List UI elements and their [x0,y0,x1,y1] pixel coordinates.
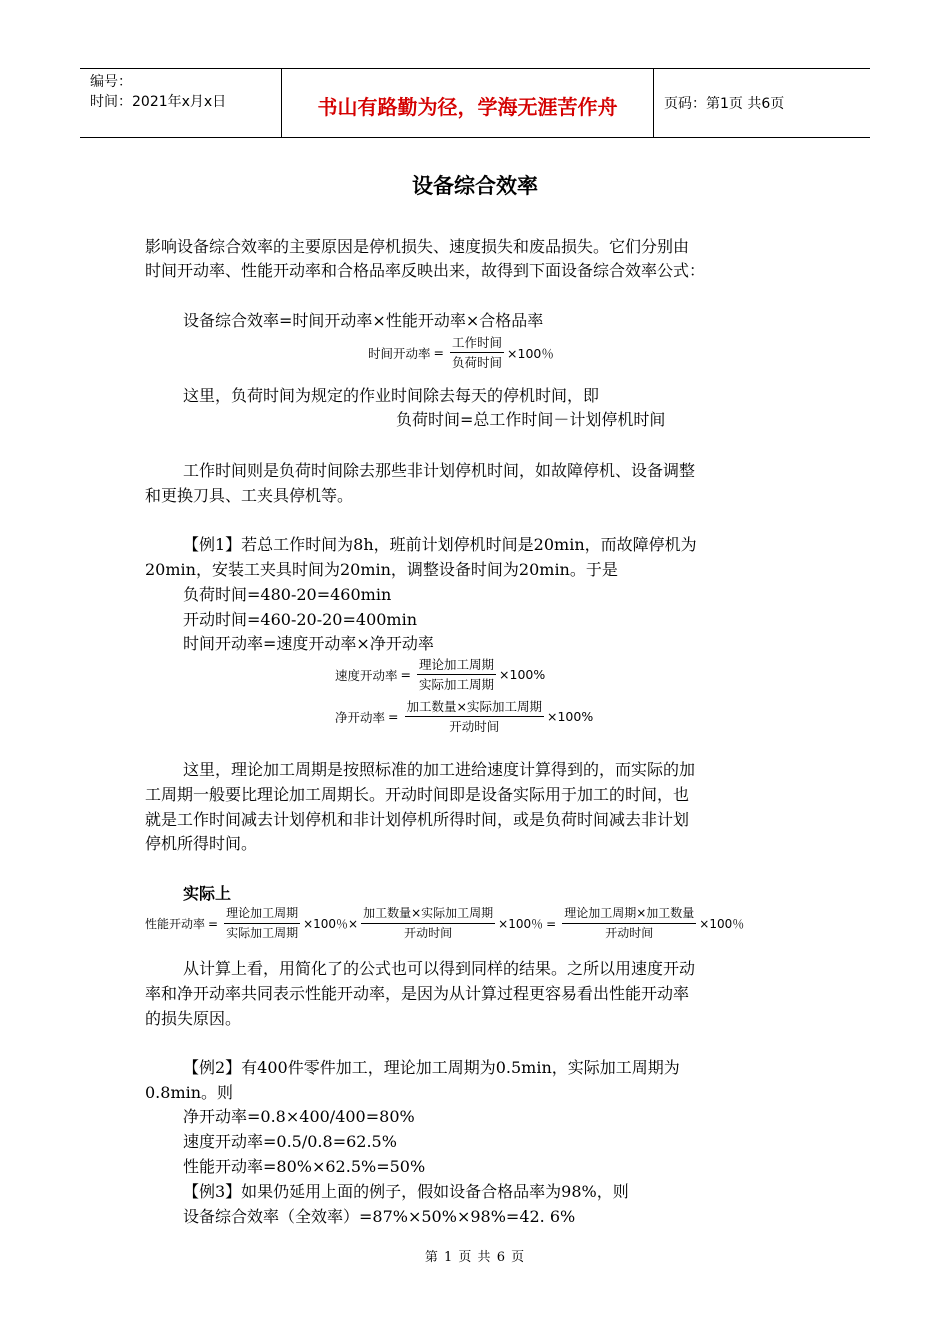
header-time-label: 时间：2021年x月x日 [90,94,227,110]
para4-line1: 从计算上看，用简化了的公式也可以得到同样的结果。之所以用速度开动 [183,959,696,978]
formula-fraction-1 [224,905,300,942]
formula-equals: = [433,345,444,360]
formula-tail: ×100％ [699,917,745,931]
formula-numerator: 工作时间 [450,334,504,353]
formula-denominator: 开动时间 [605,926,654,940]
formula-net-rate [335,698,593,735]
formula-tail: ×100% [499,667,546,682]
formula-denominator: 负荷时间 [452,355,503,370]
formula-equals: = [208,916,219,931]
formula-numerator: 理论加工周期 [417,656,496,675]
formula-lhs: 净开动率 [335,709,386,725]
here1-text: 这里，负荷时间为规定的作业时间除去每天的停机时间，即 [183,386,600,405]
formula-fraction [450,334,504,371]
para3-line2: 工周期一般要比理论加工周期长。开动时间即是设备实际用于加工的时间，也 [145,785,690,804]
formula-main: 设备综合效率=时间开动率×性能开动率×合格品率 [183,311,544,330]
formula-equals: = [400,667,411,682]
header-motto: 书山有路勤为径，学海无涯苦作舟 [282,69,654,137]
formula-tail: ×100% [546,709,594,724]
formula-tail: ×100％ [507,345,554,361]
example1-load: 负荷时间=480-20=460min [183,585,392,604]
example1-line1: 【例1】若总工作时间为8h，班前计划停机时间是20min，而故障停机为 [183,535,697,554]
formula-speed-rate [335,656,545,693]
formula-time-rate [368,334,554,371]
example2-line2: 0.8min。则 [145,1083,234,1102]
formula-denominator: 开动时间 [404,926,453,940]
formula-fraction [417,656,496,693]
actually-heading: 实际上 [183,884,232,903]
page-title: 设备综合效率 [412,174,538,198]
para4-line2: 率和净开动率共同表示性能开动率，是因为从计算过程更容易看出性能开动率 [145,984,690,1003]
page-footer: 第 1 页 共 6 页 [424,1250,526,1265]
para1-line2: 时间开动率、性能开动率和合格品率反映出来，故得到下面设备综合效率公式： [145,261,706,280]
header-left-cell [80,69,282,137]
formula-fraction [405,698,544,735]
para1-line1: 影响设备综合效率的主要原因是停机损失、速度损失和废品损失。它们分别由 [145,237,690,256]
formula-denominator: 开动时间 [449,719,500,734]
example3-line2: 设备综合效率（全效率）=87%×50%×98%=42. 6% [183,1207,576,1226]
header-number-label: 编号： [90,74,132,90]
para2-line2: 和更换刀具、工夹具停机等。 [145,486,354,505]
example2-line1: 【例2】有400件零件加工，理论加工周期为0.5min，实际加工周期为 [183,1058,680,1077]
header-page-label: 页码：第1页 共6页 [664,96,785,112]
formula-lhs: 时间开动率 [368,345,431,361]
formula-fraction-3 [562,905,696,942]
example2-performance: 性能开动率=80%×62.5%=50% [183,1157,426,1176]
formula-equals: = [546,916,557,931]
example3-line1: 【例3】如果仍延用上面的例子，假如设备合格品率为98%，则 [183,1182,629,1201]
formula-numerator: 理论加工周期 [224,905,300,924]
para2-line1: 工作时间则是负荷时间除去那些非计划停机时间，如故障停机、设备调整 [183,461,696,480]
para3-line3: 就是工作时间减去计划停机和非计划停机所得时间，或是负荷时间减去非计划 [145,810,690,829]
formula-lhs: 性能开动率 [145,917,206,931]
para3-line1: 这里，理论加工周期是按照标准的加工进给速度计算得到的，而实际的加 [183,760,696,779]
para4-line3: 的损失原因。 [145,1009,242,1028]
formula-mid: ×100％× [303,917,359,931]
formula-numerator: 加工数量×实际加工周期 [405,698,544,717]
load-formula: 负荷时间=总工作时间－计划停机时间 [396,410,666,429]
formula-denominator: 实际加工周期 [419,677,495,692]
formula-performance-rate [145,905,744,942]
formula-mid: ×100％ [498,917,544,931]
formula-lhs: 速度开动率 [335,667,398,683]
example1-run: 开动时间=460-20-20=400min [183,610,418,629]
example1-rate: 时间开动率=速度开动率×净开动率 [183,634,434,653]
formula-numerator: 加工数量×实际加工周期 [361,905,495,924]
formula-fraction-2 [361,905,495,942]
formula-denominator: 实际加工周期 [226,926,299,940]
example2-net: 净开动率=0.8×400/400=80% [183,1107,415,1126]
example2-speed: 速度开动率=0.5/0.8=62.5% [183,1132,397,1151]
formula-equals: = [388,709,399,724]
header-table [80,68,870,138]
formula-numerator: 理论加工周期×加工数量 [562,905,696,924]
example1-line2: 20min，安装工夹具时间为20min，调整设备时间为20min。于是 [145,560,618,579]
para3-line4: 停机所得时间。 [145,834,258,853]
